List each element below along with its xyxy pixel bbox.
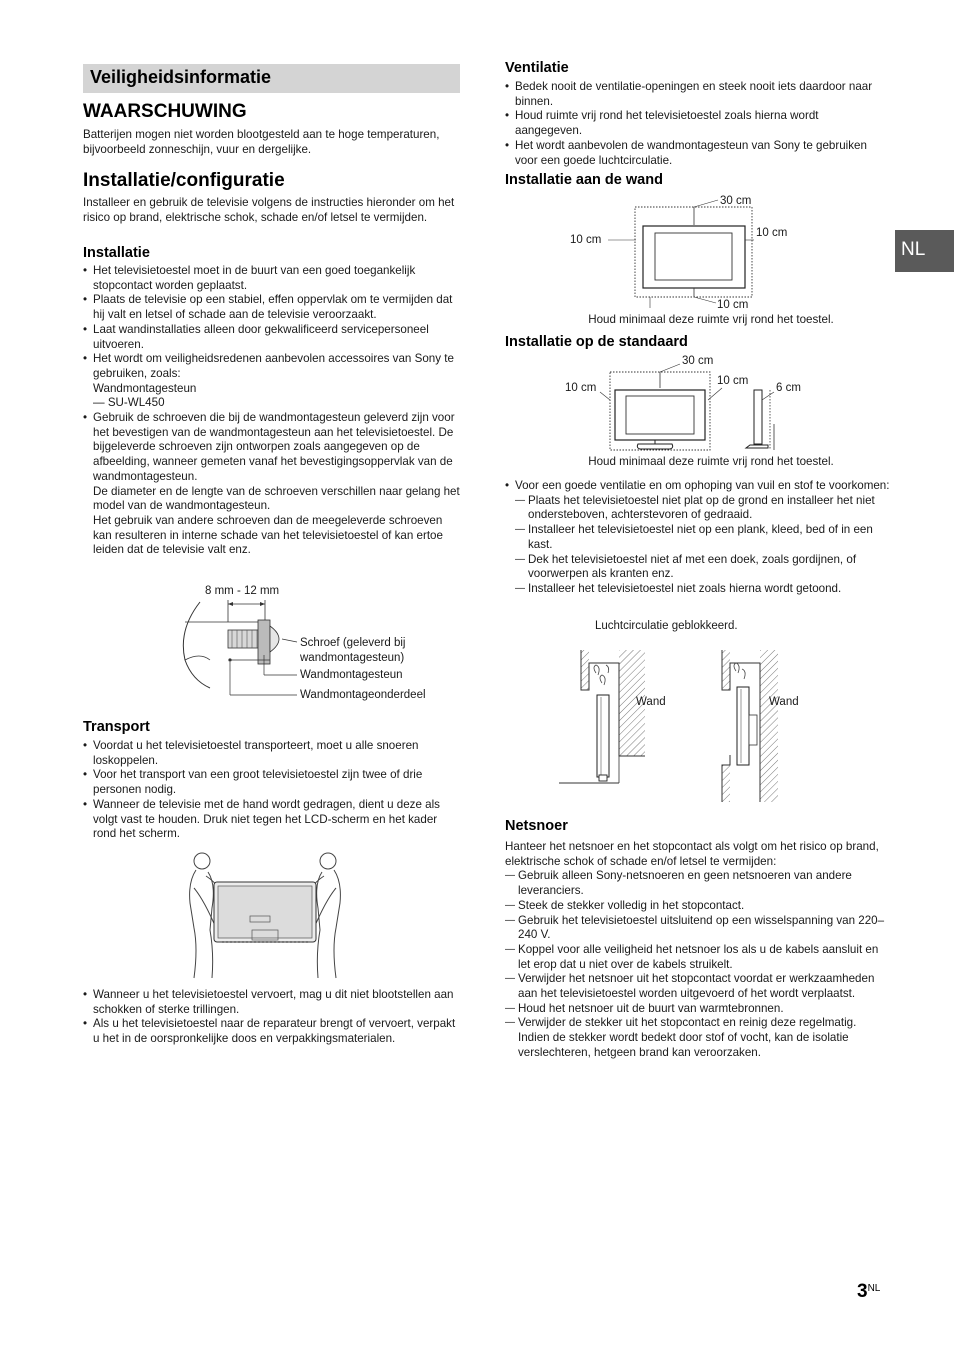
- page-number-suffix: NL: [867, 1283, 881, 1294]
- stand-install-caption: Houd minimaal deze ruimte vrij rond het toestel.: [588, 455, 834, 468]
- accessories-item: Wandmontagesteun: [93, 381, 197, 395]
- wall-install-caption: Houd minimaal deze ruimte vrij rond het toestel.: [588, 313, 834, 326]
- wall-install-heading: Installatie aan de wand: [505, 172, 663, 188]
- mount-part-label: Wandmontageonderdeel: [300, 689, 426, 701]
- list-item: — Koppel voor alle veiligheid het netsnoer los als u de kabels aansluit en let erop dat u niet over de kabels struikelt.: [505, 943, 885, 972]
- list-item: — Installeer het televisietoestel niet zoals hierna wordt getoond.: [515, 582, 890, 597]
- netsnoer-intro: Hanteer het netsnoer en het stopcontact als volgt om het risico op brand, elektrische schok of schade en/of letsel te vermijden:: [505, 840, 879, 868]
- setup-heading: Installatie/configuratie: [83, 170, 285, 191]
- transport-heading: Transport: [83, 719, 150, 735]
- screws-text-3: Het gebruik van andere schroeven dan de meegeleverde schroeven kan resulteren in interne schade van het televisietoestel of kan ertoe leiden dat de televisie valt enz.: [93, 513, 443, 557]
- stand-install-heading: Installatie op de standaard: [505, 334, 688, 350]
- list-item: — Dek het televisietoestel niet af met een doek, zoals gordijnen, of voorwerpen als kranten enz.: [515, 553, 890, 582]
- list-item: — Houd het netsnoer uit de buurt van warmtebronnen.: [505, 1002, 885, 1017]
- screw-diagram: [170, 580, 460, 705]
- transport-list: [83, 739, 460, 842]
- list-item: [83, 352, 460, 411]
- wall-right-clearance: 10 cm: [756, 227, 788, 239]
- list-item: [505, 479, 890, 494]
- accessories-model: — SU-WL450: [93, 396, 165, 410]
- carry-illustration: [180, 848, 350, 980]
- accessories-text: Het wordt om veiligheidsredenen aanbevolen accessoires van Sony te gebruiken, zoals:: [93, 352, 454, 380]
- stand-back-clearance: 6 cm: [776, 382, 801, 394]
- list-item: — Plaats het televisietoestel niet plat op de grond en installeer het niet ondersteboven, achterstevoren of gedraaid.: [515, 494, 890, 523]
- stand-top-clearance: 30 cm: [682, 355, 714, 367]
- screws-text: Gebruik de schroeven die bij de wandmontagesteun geleverd zijn voor het bevestigen van de wandmontagesteun aan het televisietoestel. De bijgeleverde schroeven zijn ontworpen zoals aangegeven op de afbeelding, wanneer gemeten vanaf het bevestigingsoppervlak van de wandmontagesteun.: [93, 411, 455, 483]
- dust-list: [505, 479, 890, 597]
- list-item: • Wanneer de televisie met de hand wordt gedragen, dient u deze als volgt vast te houden. Druk niet tegen het LCD-scherm en het kader rond het scherm.: [83, 798, 460, 842]
- wall-left-clearance: 10 cm: [570, 234, 602, 246]
- ventilatie-list: [505, 80, 885, 168]
- transport-list-2: [83, 988, 460, 1047]
- dust-intro: Voor een goede ventilatie en om ophoping van vuil en stof te voorkomen:: [515, 479, 890, 492]
- list-item: • Voor het transport van een groot televisietoestel zijn twee of drie personen nodig.: [83, 768, 460, 797]
- list-item: • Als u het televisietoestel naar de reparateur brengt of vervoert, verpakt u het in de oorspronkelijke doos en verpakkingsmaterialen.: [83, 1017, 460, 1046]
- section-banner: [83, 64, 460, 93]
- list-item: • Bedek nooit de ventilatie-openingen en steek nooit iets daardoor naar binnen.: [505, 80, 885, 109]
- wall-install-diagram: [560, 190, 860, 330]
- list-item: — Gebruik alleen Sony-netsnoeren en geen netsnoeren van andere leveranciers.: [505, 869, 885, 898]
- list-item: — Installeer het televisietoestel niet op een plank, kleed, bed of in een kast.: [515, 523, 890, 552]
- page-number: [857, 1281, 880, 1303]
- bracket-label: Wandmontagesteun: [300, 669, 403, 681]
- stand-install-diagram: [560, 352, 820, 457]
- list-item: • Laat wandinstallaties alleen door gekwalificeerd servicepersoneel uitvoeren.: [83, 323, 460, 352]
- list-item: • Plaats de televisie op een stabiel, effen oppervlak om te vermijden dat hij valt en letsel of schade aan de televisie veroorzaakt.: [83, 293, 460, 322]
- netsnoer-heading: Netsnoer: [505, 818, 568, 834]
- list-item: — Steek de stekker volledig in het stopcontact.: [505, 899, 885, 914]
- list-item: — Gebruik het televisietoestel uitsluitend op een wisselspanning van 220–240 V.: [505, 914, 885, 943]
- screw-dimension-label: 8 mm - 12 mm: [205, 585, 280, 597]
- language-tab-label: NL: [901, 239, 926, 260]
- list-item: • Het wordt aanbevolen de wandmontagesteun van Sony te gebruiken voor een goede luchtcirculatie.: [505, 139, 885, 168]
- list-item: • Wanneer u het televisietoestel vervoert, mag u dit niet blootstellen aan schokken of sterke trillingen.: [83, 988, 460, 1017]
- screw-label-1: Schroef (geleverd bij: [300, 637, 406, 649]
- list-item: [83, 411, 460, 558]
- netsnoer-list: [505, 840, 885, 1061]
- wall-label-2: Wand: [769, 696, 799, 708]
- installatie-list: [83, 264, 460, 558]
- warning-heading: WAARSCHUWING: [83, 101, 247, 122]
- warning-text: Batterijen mogen niet worden blootgesteld aan te hoge temperaturen, bijvoorbeeld zonneschijn, vuur en dergelijke.: [83, 128, 440, 156]
- wall-bottom-clearance: 10 cm: [717, 299, 749, 311]
- blocked-airflow-diagram: [555, 615, 835, 807]
- list-item: • Het televisietoestel moet in de buurt van een goed toegankelijk stopcontact worden geplaatst.: [83, 264, 460, 293]
- stand-right-clearance: 10 cm: [717, 375, 749, 387]
- list-item: — Verwijder de stekker uit het stopcontact en reinig deze regelmatig. Indien de stekker wordt bedekt door stof of vocht, kan de isolatie verslechteren, hetgeen brand kan veroorzaken.: [505, 1016, 885, 1060]
- language-tab: [895, 230, 954, 272]
- screw-label-2: wandmontagesteun): [300, 652, 405, 664]
- blocked-caption: Luchtcirculatie geblokkeerd.: [595, 620, 738, 632]
- page-number-value: 3: [857, 1281, 868, 1302]
- screws-text-2: De diameter en de lengte van de schroeven verschillen naar gelang het model van de wandmontagesteun.: [93, 484, 460, 513]
- list-item: • Houd ruimte vrij rond het televisietoestel zoals hierna wordt aangegeven.: [505, 109, 885, 138]
- section-title: Veiligheidsinformatie: [90, 67, 272, 87]
- list-item: • Voordat u het televisietoestel transporteert, moet u alle snoeren loskoppelen.: [83, 739, 460, 768]
- list-item: — Verwijder het netsnoer uit het stopcontact voordat er werkzaamheden aan het televisietoestel worden uitgevoerd of het wordt verplaatst.: [505, 972, 885, 1001]
- wall-label-1: Wand: [636, 696, 666, 708]
- setup-intro: Installeer en gebruik de televisie volgens de instructies hieronder om het risico op brand, elektrische schok, schade en/of letsel te vermijden.: [83, 196, 455, 224]
- stand-left-clearance: 10 cm: [565, 382, 597, 394]
- wall-top-clearance: 30 cm: [720, 195, 752, 207]
- installatie-heading: Installatie: [83, 245, 150, 261]
- ventilatie-heading: Ventilatie: [505, 60, 569, 76]
